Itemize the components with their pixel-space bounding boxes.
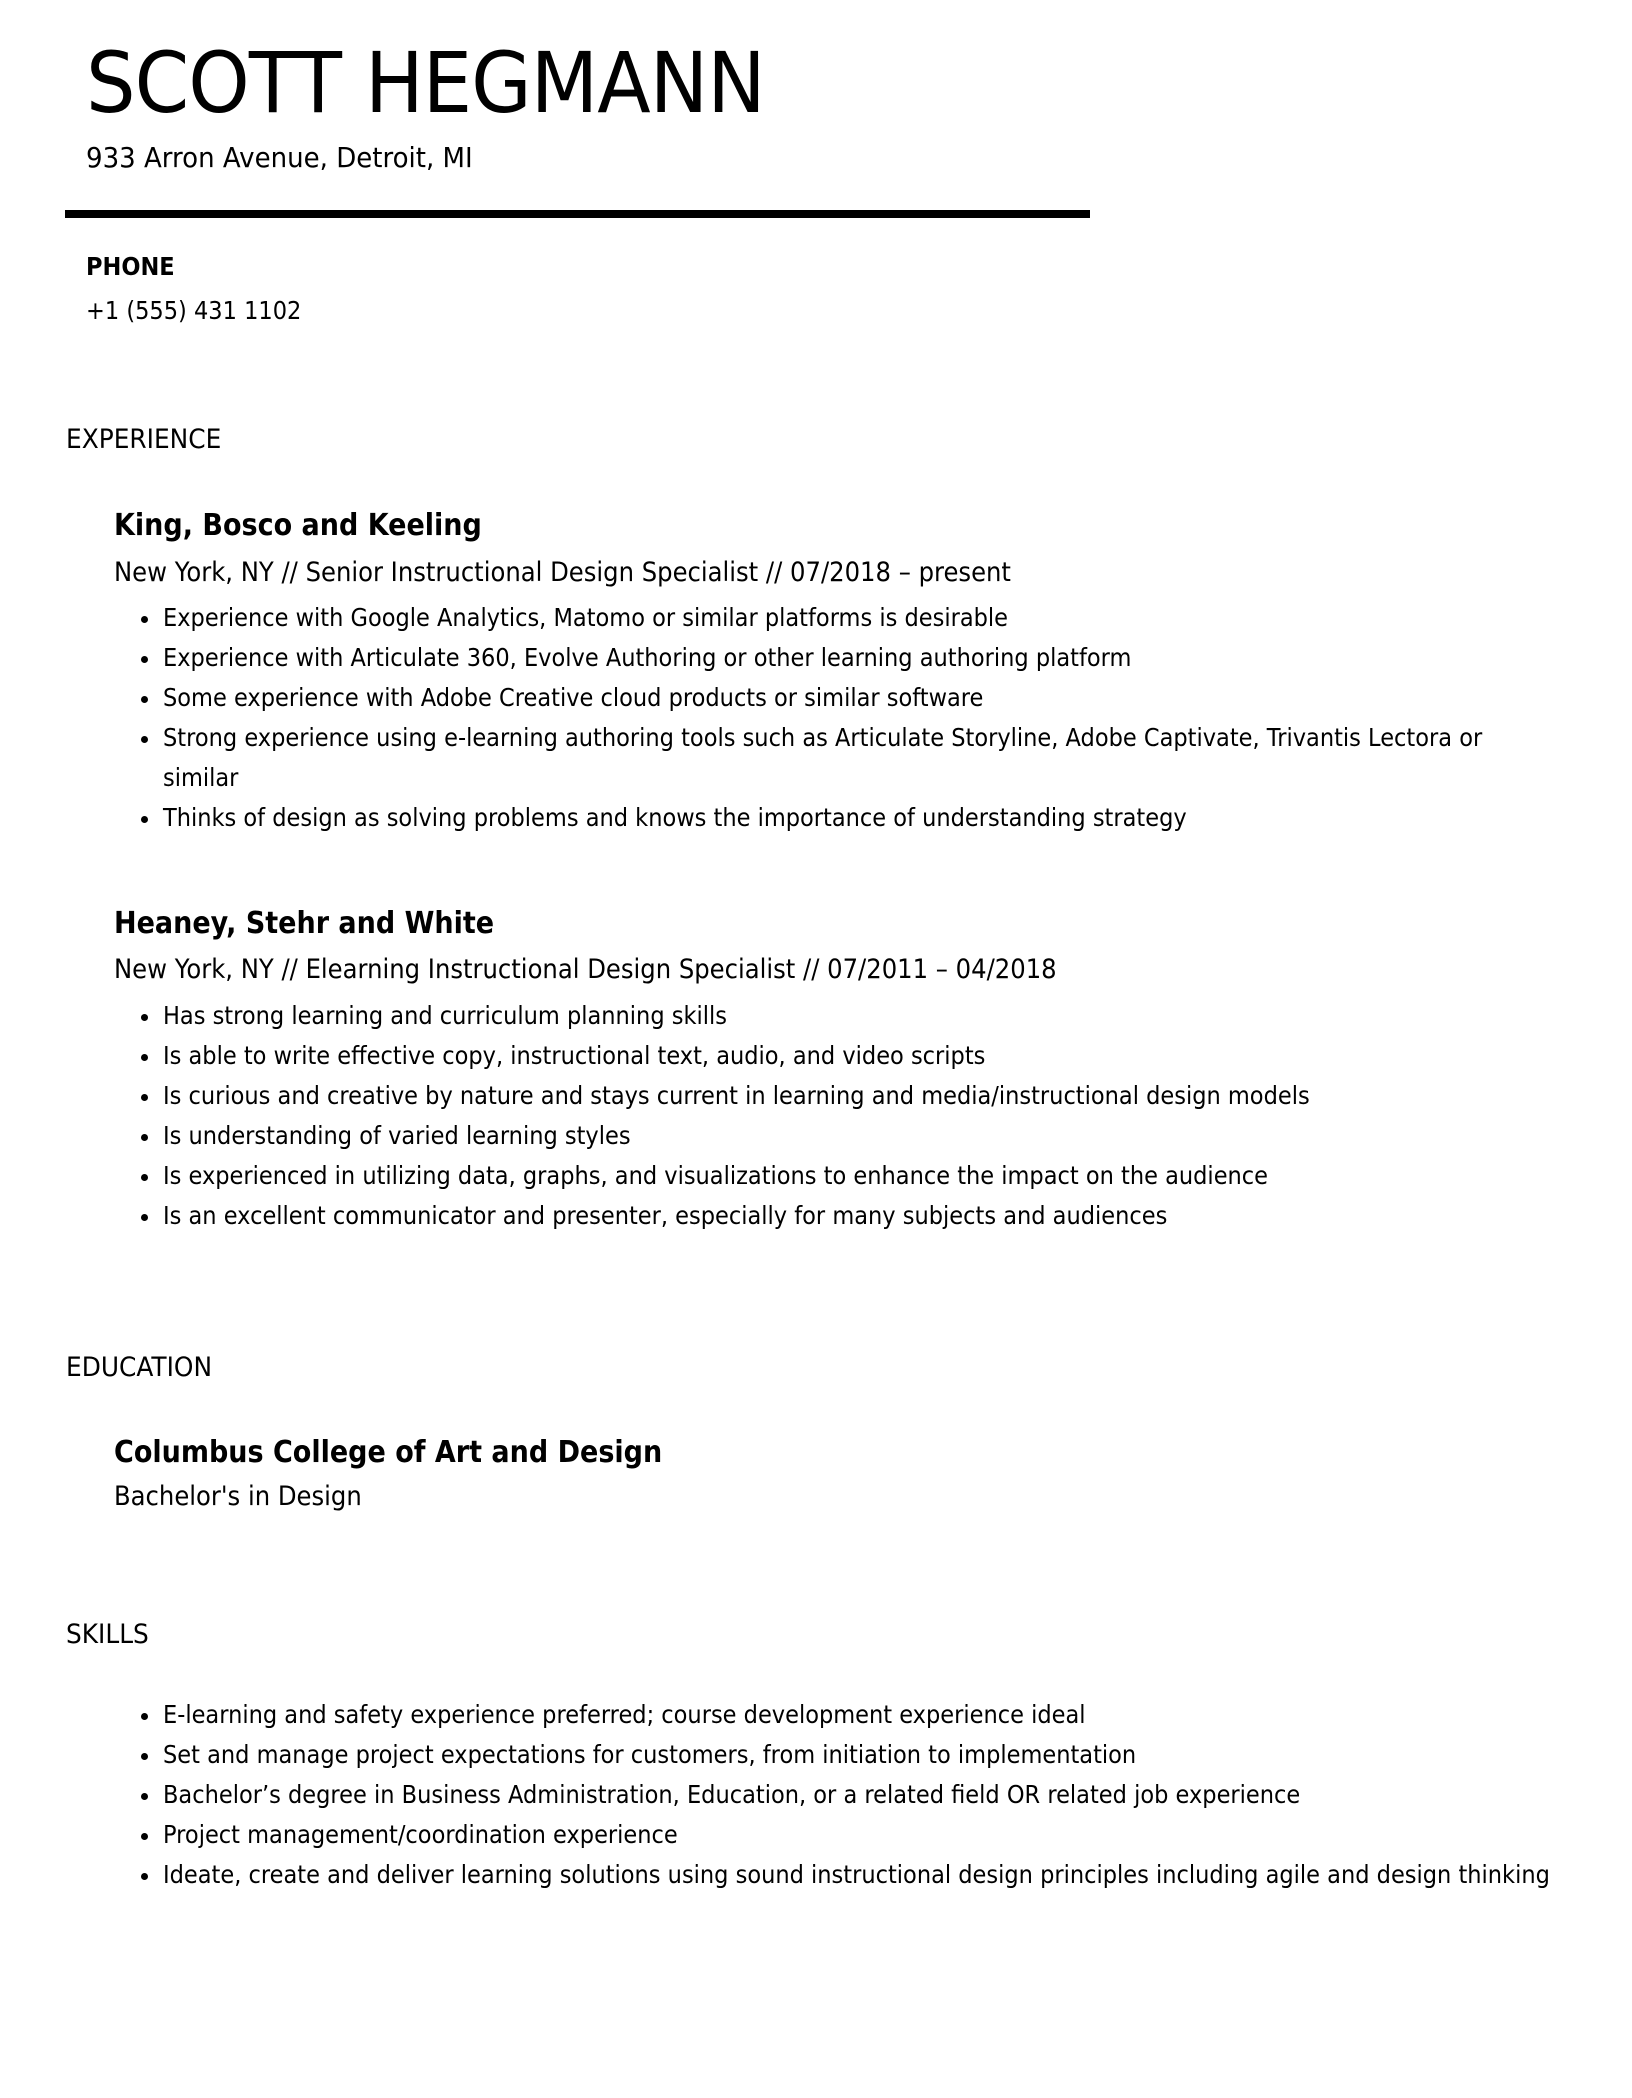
list-item: Bachelor’s degree in Business Administration, Education, or a related field OR related job experience xyxy=(0,1775,1632,1815)
education-school: Columbus College of Art and Design xyxy=(114,1435,663,1470)
list-item: Project management/coordination experience xyxy=(0,1815,1632,1855)
list-item: Has strong learning and curriculum planning skills xyxy=(0,996,1495,1036)
list-item: Is curious and creative by nature and stays current in learning and media/instructional design models xyxy=(0,1076,1495,1116)
list-item: Experience with Google Analytics, Matomo or similar platforms is desirable xyxy=(0,598,1495,638)
list-item: Some experience with Adobe Creative cloud products or similar software xyxy=(0,678,1495,718)
candidate-address: 933 Arron Avenue, Detroit, MI xyxy=(86,141,473,174)
job-bullet-list xyxy=(0,996,1495,1236)
list-item: Strong experience using e-learning authoring tools such as Articulate Storyline, Adobe Captivate, Trivantis Lectora or similar xyxy=(0,718,1495,798)
skills-list xyxy=(0,1695,1632,1895)
candidate-name: SCOTT HEGMANN xyxy=(86,34,765,132)
list-item: Is an excellent communicator and presenter, especially for many subjects and audiences xyxy=(0,1196,1495,1236)
job-company: Heaney, Stehr and White xyxy=(114,906,495,941)
header-divider xyxy=(65,210,1090,218)
list-item: Is experienced in utilizing data, graphs, and visualizations to enhance the impact on the audience xyxy=(0,1156,1495,1196)
job-meta: New York, NY // Senior Instructional Design Specialist // 07/2018 – present xyxy=(114,557,1011,588)
list-item: Thinks of design as solving problems and knows the importance of understanding strategy xyxy=(0,798,1495,838)
list-item: Ideate, create and deliver learning solutions using sound instructional design principles including agile and design thinking xyxy=(0,1855,1632,1895)
phone-label: PHONE xyxy=(86,252,175,281)
list-item: Is understanding of varied learning styles xyxy=(0,1116,1495,1156)
list-item: E-learning and safety experience preferred; course development experience ideal xyxy=(0,1695,1632,1735)
experience-heading: EXPERIENCE xyxy=(66,424,222,455)
education-heading: EDUCATION xyxy=(66,1352,213,1383)
job-company: King, Bosco and Keeling xyxy=(114,508,482,543)
job-meta: New York, NY // Elearning Instructional Design Specialist // 07/2011 – 04/2018 xyxy=(114,954,1057,985)
list-item: Is able to write effective copy, instructional text, audio, and video scripts xyxy=(0,1036,1495,1076)
education-degree: Bachelor's in Design xyxy=(114,1481,362,1512)
job-bullet-list xyxy=(0,598,1495,838)
skills-heading: SKILLS xyxy=(66,1619,149,1650)
phone-value: +1 (555) 431 1102 xyxy=(86,296,302,325)
list-item: Set and manage project expectations for customers, from initiation to implementation xyxy=(0,1735,1632,1775)
list-item: Experience with Articulate 360, Evolve Authoring or other learning authoring platform xyxy=(0,638,1495,678)
